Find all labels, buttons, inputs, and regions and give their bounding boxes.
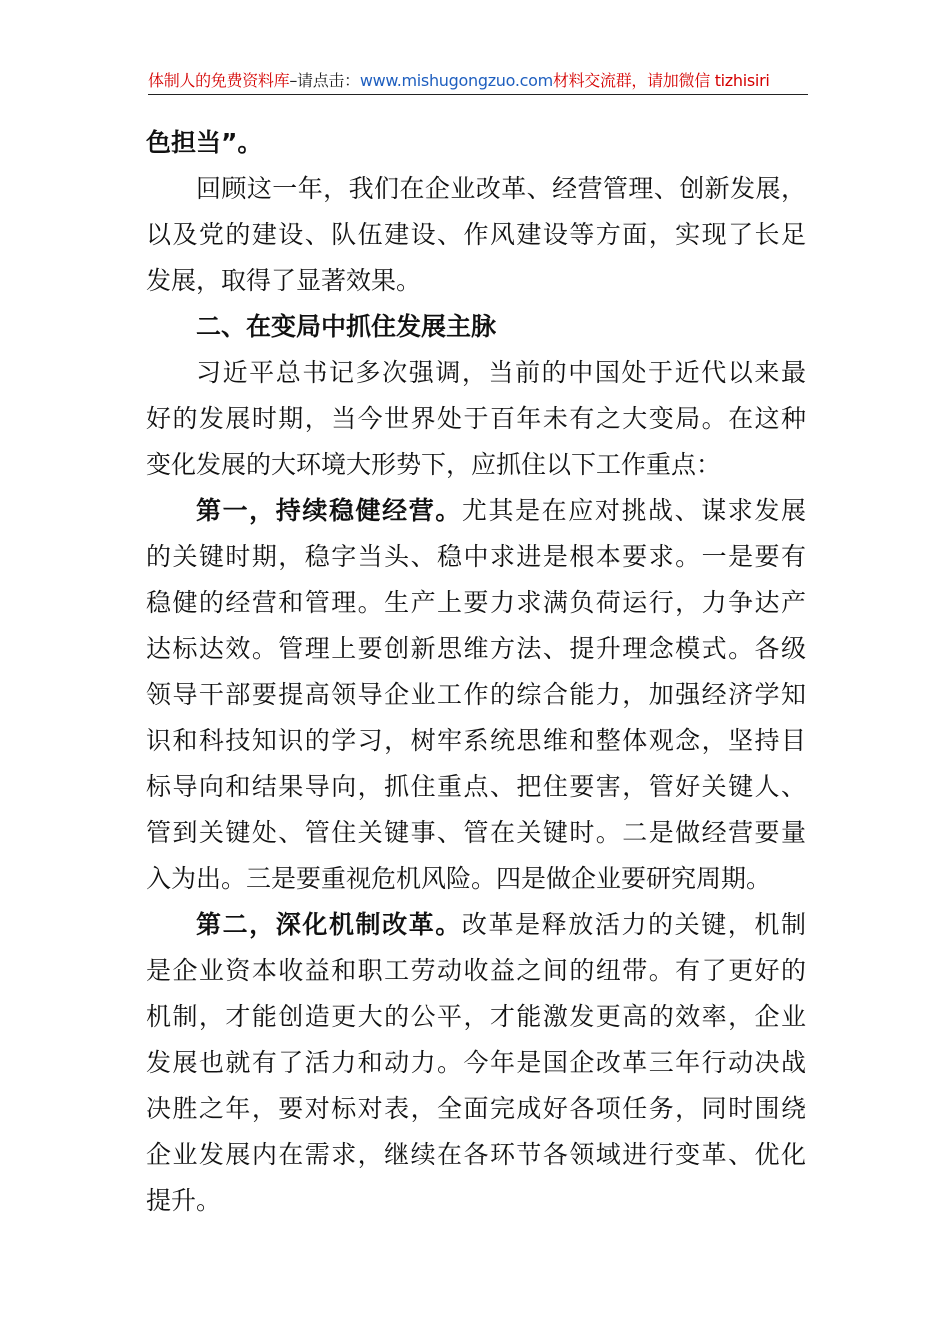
paragraph-line: 回顾这一年，我们在企业改革、经营管理、创新发展， bbox=[196, 174, 806, 203]
paragraph-line: 企业发展内在需求，继续在各环节各领域进行变革、优化 bbox=[146, 1140, 806, 1169]
header-url-link[interactable]: www.mishugongzuo.com bbox=[359, 71, 553, 90]
section-heading: 二、在变局中抓住发展主脉 bbox=[196, 312, 497, 341]
paragraph-text: 改革是释放活力的关键，机制 bbox=[461, 910, 806, 939]
paragraph-line bbox=[146, 902, 806, 948]
paragraph-line: 提升。 bbox=[146, 1186, 222, 1215]
paragraph-line: 入为出。三是要重视危机风险。四是做企业要研究周期。 bbox=[146, 864, 772, 893]
paragraph-line: 达标达效。管理上要创新思维方法、提升理念模式。各级 bbox=[146, 634, 806, 663]
paragraph-line: 发展也就有了活力和动力。今年是国企改革三年行动决战 bbox=[146, 1048, 806, 1077]
page-header bbox=[148, 68, 808, 95]
paragraph-line: 领导干部要提高领导企业工作的综合能力，加强经济学知 bbox=[146, 680, 806, 709]
paragraph-line: 习近平总书记多次强调，当前的中国处于近代以来最 bbox=[196, 358, 806, 387]
paragraph-line: 识和科技知识的学习，树牢系统思维和整体观念，坚持目 bbox=[146, 726, 806, 755]
paragraph-line: 决胜之年，要对标对表，全面完成好各项任务，同时围绕 bbox=[146, 1094, 806, 1123]
paragraph-lead: 第一，持续稳健经营。 bbox=[196, 496, 462, 525]
document-body bbox=[146, 120, 806, 1224]
paragraph-line: 色担当”。 bbox=[146, 128, 263, 157]
header-prompt: –请点击： bbox=[289, 71, 360, 90]
paragraph-text: 尤其是在应对挑战、谋求发展 bbox=[461, 496, 806, 525]
header-wechat-note: 材料交流群，请加微信 tizhisiri bbox=[552, 71, 770, 90]
paragraph-line: 变化发展的大环境大形势下，应抓住以下工作重点： bbox=[146, 450, 722, 479]
header-brand: 体制人的免费资料库 bbox=[148, 71, 290, 90]
paragraph-line: 的关键时期，稳字当头、稳中求进是根本要求。一是要有 bbox=[146, 542, 806, 571]
paragraph-line: 机制，才能创造更大的公平，才能激发更高的效率，企业 bbox=[146, 1002, 806, 1031]
paragraph-line: 好的发展时期，当今世界处于百年未有之大变局。在这种 bbox=[146, 404, 806, 433]
paragraph-line: 以及党的建设、队伍建设、作风建设等方面，实现了长足 bbox=[146, 220, 806, 249]
paragraph-line: 标导向和结果导向，抓住重点、把住要害，管好关键人、 bbox=[146, 772, 806, 801]
paragraph-line: 管到关键处、管住关键事、管在关键时。二是做经营要量 bbox=[146, 818, 806, 847]
paragraph-line: 是企业资本收益和职工劳动收益之间的纽带。有了更好的 bbox=[146, 956, 806, 985]
paragraph-line: 稳健的经营和管理。生产上要力求满负荷运行，力争达产 bbox=[146, 588, 806, 617]
paragraph-lead: 第二，深化机制改革。 bbox=[196, 910, 462, 939]
paragraph-line bbox=[146, 488, 806, 534]
paragraph-line: 发展，取得了显著效果。 bbox=[146, 266, 422, 295]
